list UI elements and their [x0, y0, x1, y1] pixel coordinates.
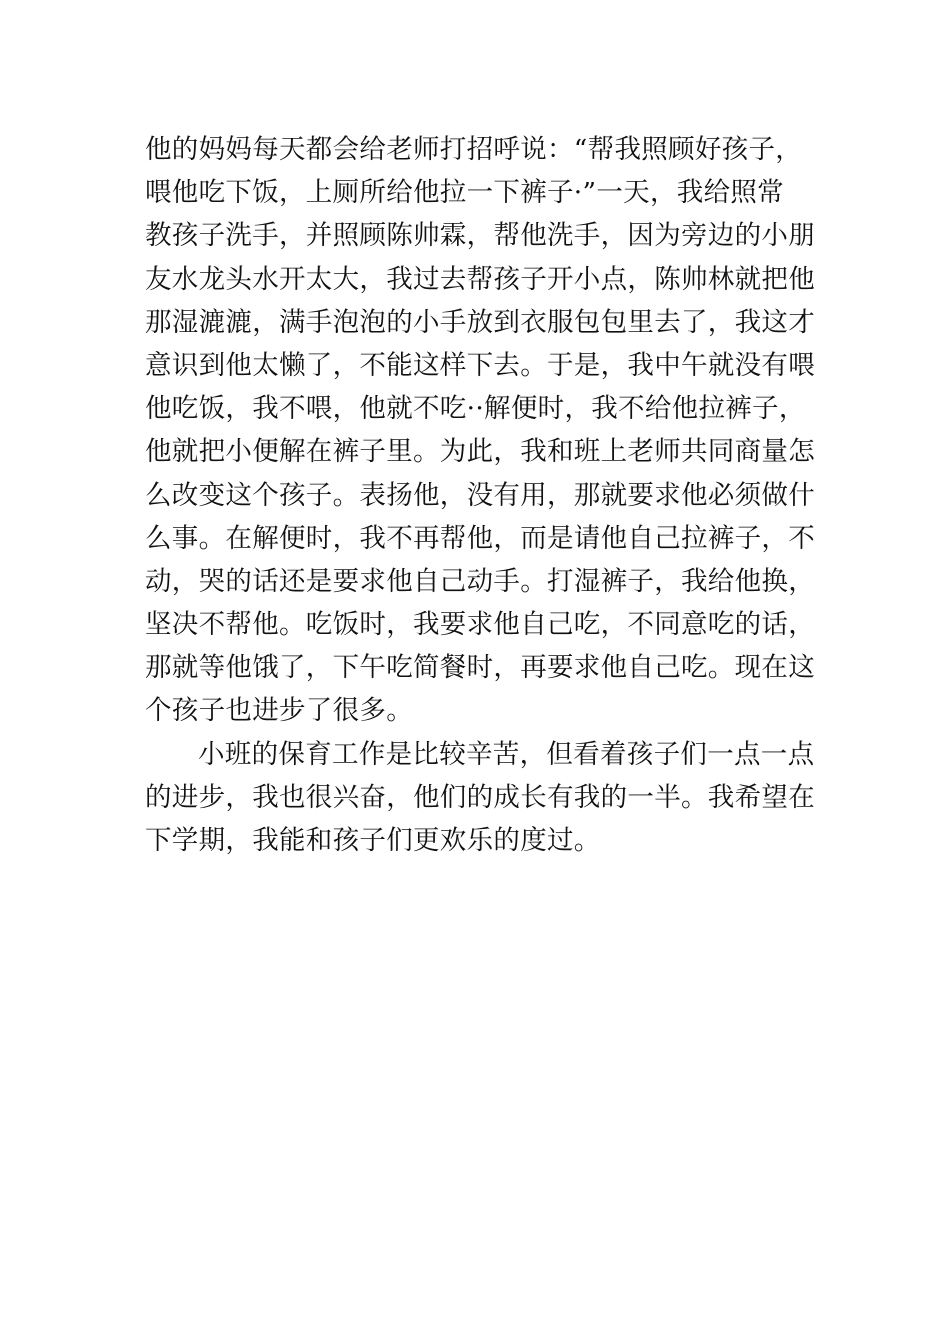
text-line: 坚决不帮他。吃饭时，我要求他自己吃，不同意吃的话， [145, 609, 815, 641]
text-line: 下学期，我能和孩子们更欢乐的度过。 [145, 825, 601, 856]
text-line: 意识到他太懒了，不能这样下去。于是，我中午就没有喂 [145, 349, 815, 381]
text-line: 么事。在解便时，我不再帮他，而是请他自己拉裤子，不 [145, 522, 815, 554]
text-line: 教孩子洗手，并照顾陈帅霖，帮他洗手，因为旁边的小朋 [145, 220, 815, 252]
text-line: 个孩子也进步了很多。 [145, 695, 413, 727]
body-text [145, 128, 825, 862]
text-line: 他就把小便解在裤子里。为此，我和班上老师共同商量怎 [145, 436, 815, 468]
text-line: 喂他吃下饭，上厕所给他拉一下裤子·”一天，我给照常 [145, 177, 784, 209]
text-line: 他吃饭，我不喂，他就不吃··解便时，我不给他拉裤子， [145, 393, 806, 425]
text-line: 么改变这个孩子。表扬他，没有用，那就要求他必须做什 [145, 479, 815, 511]
paragraph-first-line: 小班的保育工作是比较辛苦，但看着孩子们一点一点 [198, 738, 815, 770]
text-line: 他的妈妈每天都会给老师打招呼说：“帮我照顾好孩子， [145, 134, 803, 165]
text-line: 友水龙头水开太大，我过去帮孩子开小点，陈帅林就把他 [145, 263, 815, 295]
text-line: 那就等他饿了，下午吃简餐时，再要求他自己吃。现在这 [145, 652, 815, 684]
text-line: 动，哭的话还是要求他自己动手。打湿裤子，我给他换， [145, 565, 815, 597]
text-line: 那湿漉漉，满手泡泡的小手放到衣服包包里去了，我这才 [145, 306, 815, 338]
text-line: 的进步，我也很兴奋，他们的成长有我的一半。我希望在 [145, 781, 815, 813]
